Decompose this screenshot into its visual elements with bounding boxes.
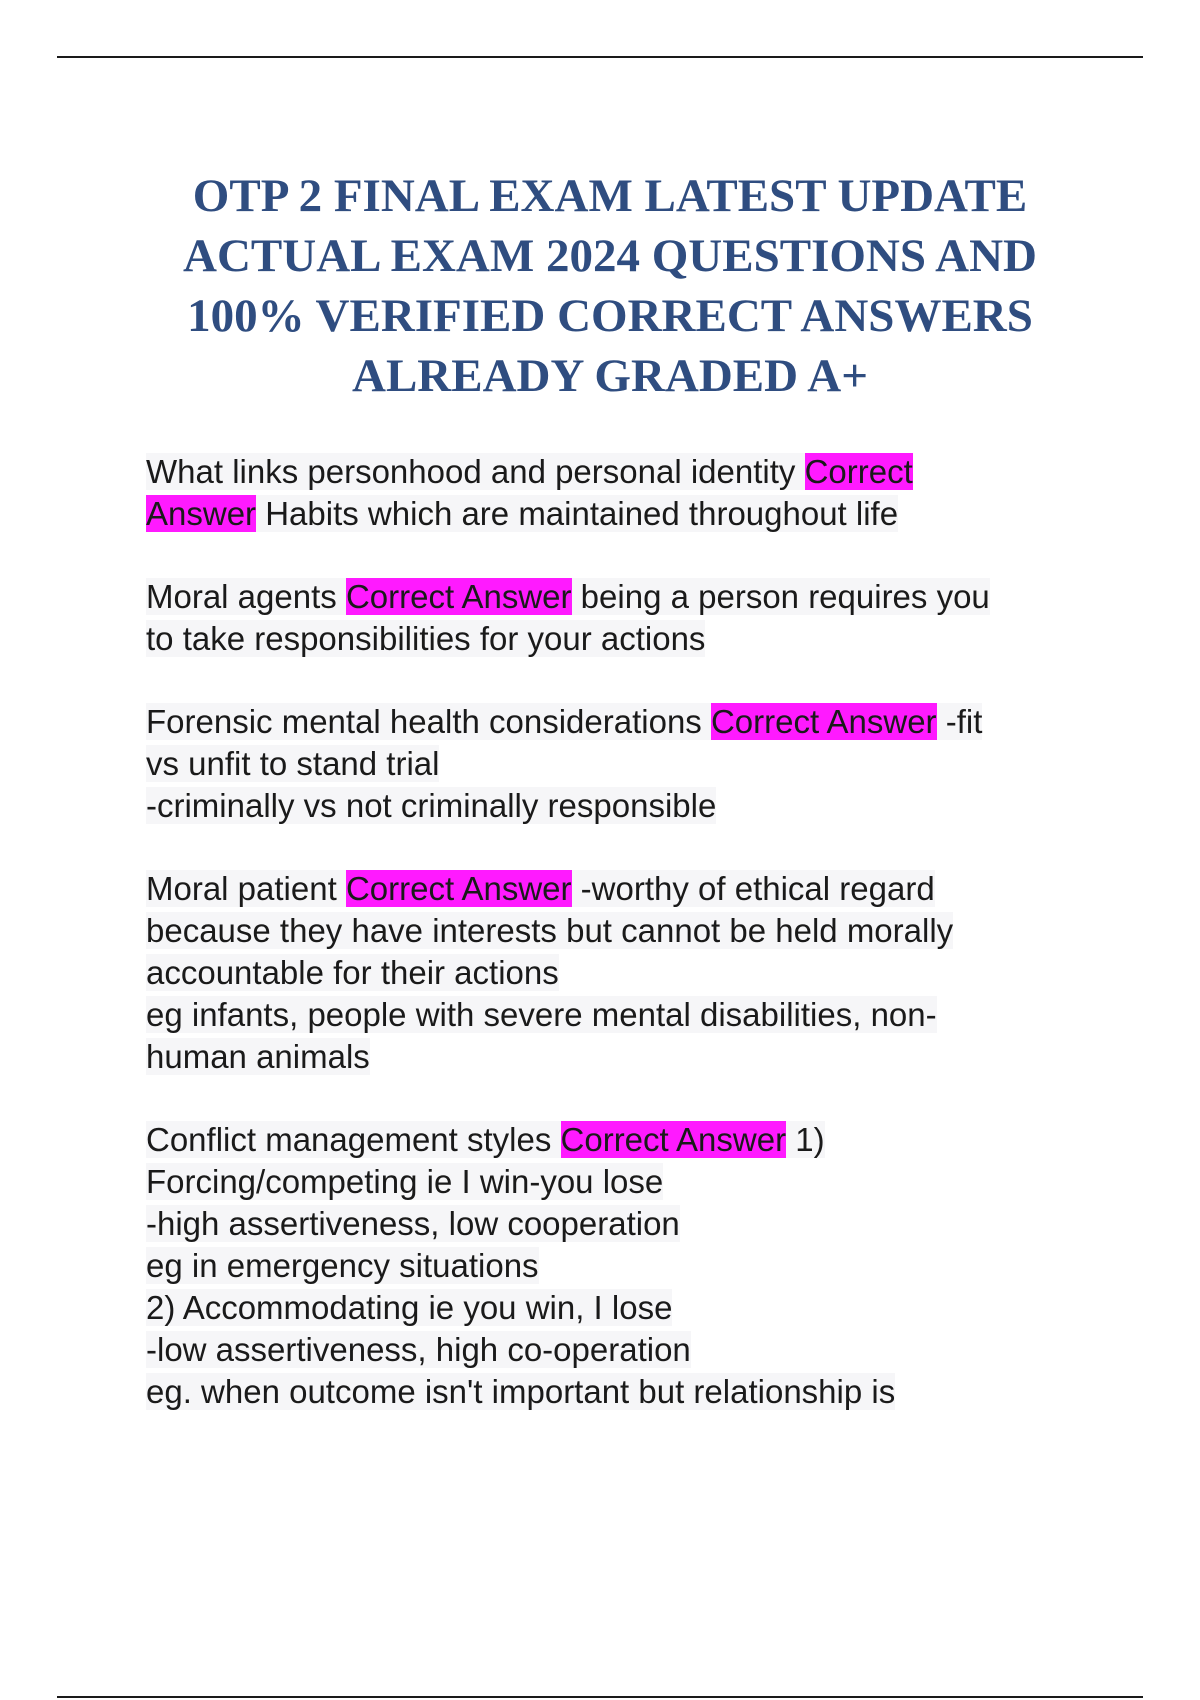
- answer-text: -worthy of ethical regard: [571, 870, 935, 907]
- text-line: [146, 1245, 1086, 1287]
- answer-text: eg infants, people with severe mental disabilities, non-: [146, 996, 937, 1033]
- text-line: [146, 1161, 1086, 1203]
- answer-text: -fit: [936, 703, 983, 740]
- answer-text: Forcing/competing ie I win-you lose: [146, 1163, 664, 1200]
- answer-text: -criminally vs not criminally responsible: [146, 787, 717, 824]
- answer-text: 2) Accommodating ie you win, I lose: [146, 1289, 673, 1326]
- answer-text: eg. when outcome isn't important but relationship is: [146, 1373, 896, 1410]
- answer-text: to take responsibilities for your actions: [146, 620, 706, 657]
- question-text: Moral agents: [146, 578, 346, 615]
- answer-text: eg in emergency situations: [146, 1247, 539, 1284]
- footer-rule: [57, 1696, 1143, 1698]
- question-text: Moral patient: [146, 870, 346, 907]
- text-line: [146, 1287, 1086, 1329]
- answer-text: -high assertiveness, low cooperation: [146, 1205, 680, 1242]
- title-line: 100% VERIFIED CORRECT ANSWERS: [187, 290, 1033, 342]
- text-line: [146, 1371, 1086, 1413]
- question-text: Conflict management styles: [146, 1121, 561, 1158]
- text-line: [146, 493, 1086, 535]
- text-line: [146, 1203, 1086, 1245]
- text-line: [146, 868, 1086, 910]
- text-line: [146, 618, 1086, 660]
- document-title: [120, 166, 1100, 406]
- title-line: ACTUAL EXAM 2024 QUESTIONS AND: [183, 230, 1037, 282]
- answer-text: Habits which are maintained throughout life: [256, 495, 899, 532]
- title-line: OTP 2 FINAL EXAM LATEST UPDATE: [192, 170, 1028, 222]
- correct-answer-highlight: Answer: [146, 495, 257, 532]
- qa-entry: [146, 701, 1086, 827]
- qa-entry: [146, 868, 1086, 1078]
- correct-answer-highlight: Correct Answer: [345, 870, 572, 907]
- text-line: [146, 576, 1086, 618]
- answer-text: human animals: [146, 1038, 370, 1075]
- title-line: ALREADY GRADED A+: [352, 350, 868, 402]
- qa-entry: [146, 451, 1086, 535]
- text-line: [146, 1119, 1086, 1161]
- answer-text: vs unfit to stand trial: [146, 745, 440, 782]
- text-line: [146, 701, 1086, 743]
- text-line: [146, 952, 1086, 994]
- answer-text: 1): [786, 1121, 825, 1158]
- correct-answer-highlight: Correct Answer: [345, 578, 572, 615]
- text-line: [146, 1036, 1086, 1078]
- qa-entry: [146, 576, 1086, 660]
- text-line: [146, 994, 1086, 1036]
- text-line: [146, 910, 1086, 952]
- answer-text: accountable for their actions: [146, 954, 559, 991]
- qa-list: [146, 451, 1086, 1454]
- correct-answer-highlight: Correct: [804, 453, 913, 490]
- answer-text: because they have interests but cannot be held morally: [146, 912, 954, 949]
- text-line: [146, 1329, 1086, 1371]
- question-text: What links personhood and personal identity: [146, 453, 805, 490]
- answer-text: -low assertiveness, high co-operation: [146, 1331, 691, 1368]
- header-rule: [57, 56, 1143, 58]
- correct-answer-highlight: Correct Answer: [560, 1121, 787, 1158]
- text-line: [146, 743, 1086, 785]
- answer-text: being a person requires you: [571, 578, 990, 615]
- text-line: [146, 785, 1086, 827]
- correct-answer-highlight: Correct Answer: [710, 703, 937, 740]
- question-text: Forensic mental health considerations: [146, 703, 711, 740]
- qa-entry: [146, 1119, 1086, 1413]
- text-line: [146, 451, 1086, 493]
